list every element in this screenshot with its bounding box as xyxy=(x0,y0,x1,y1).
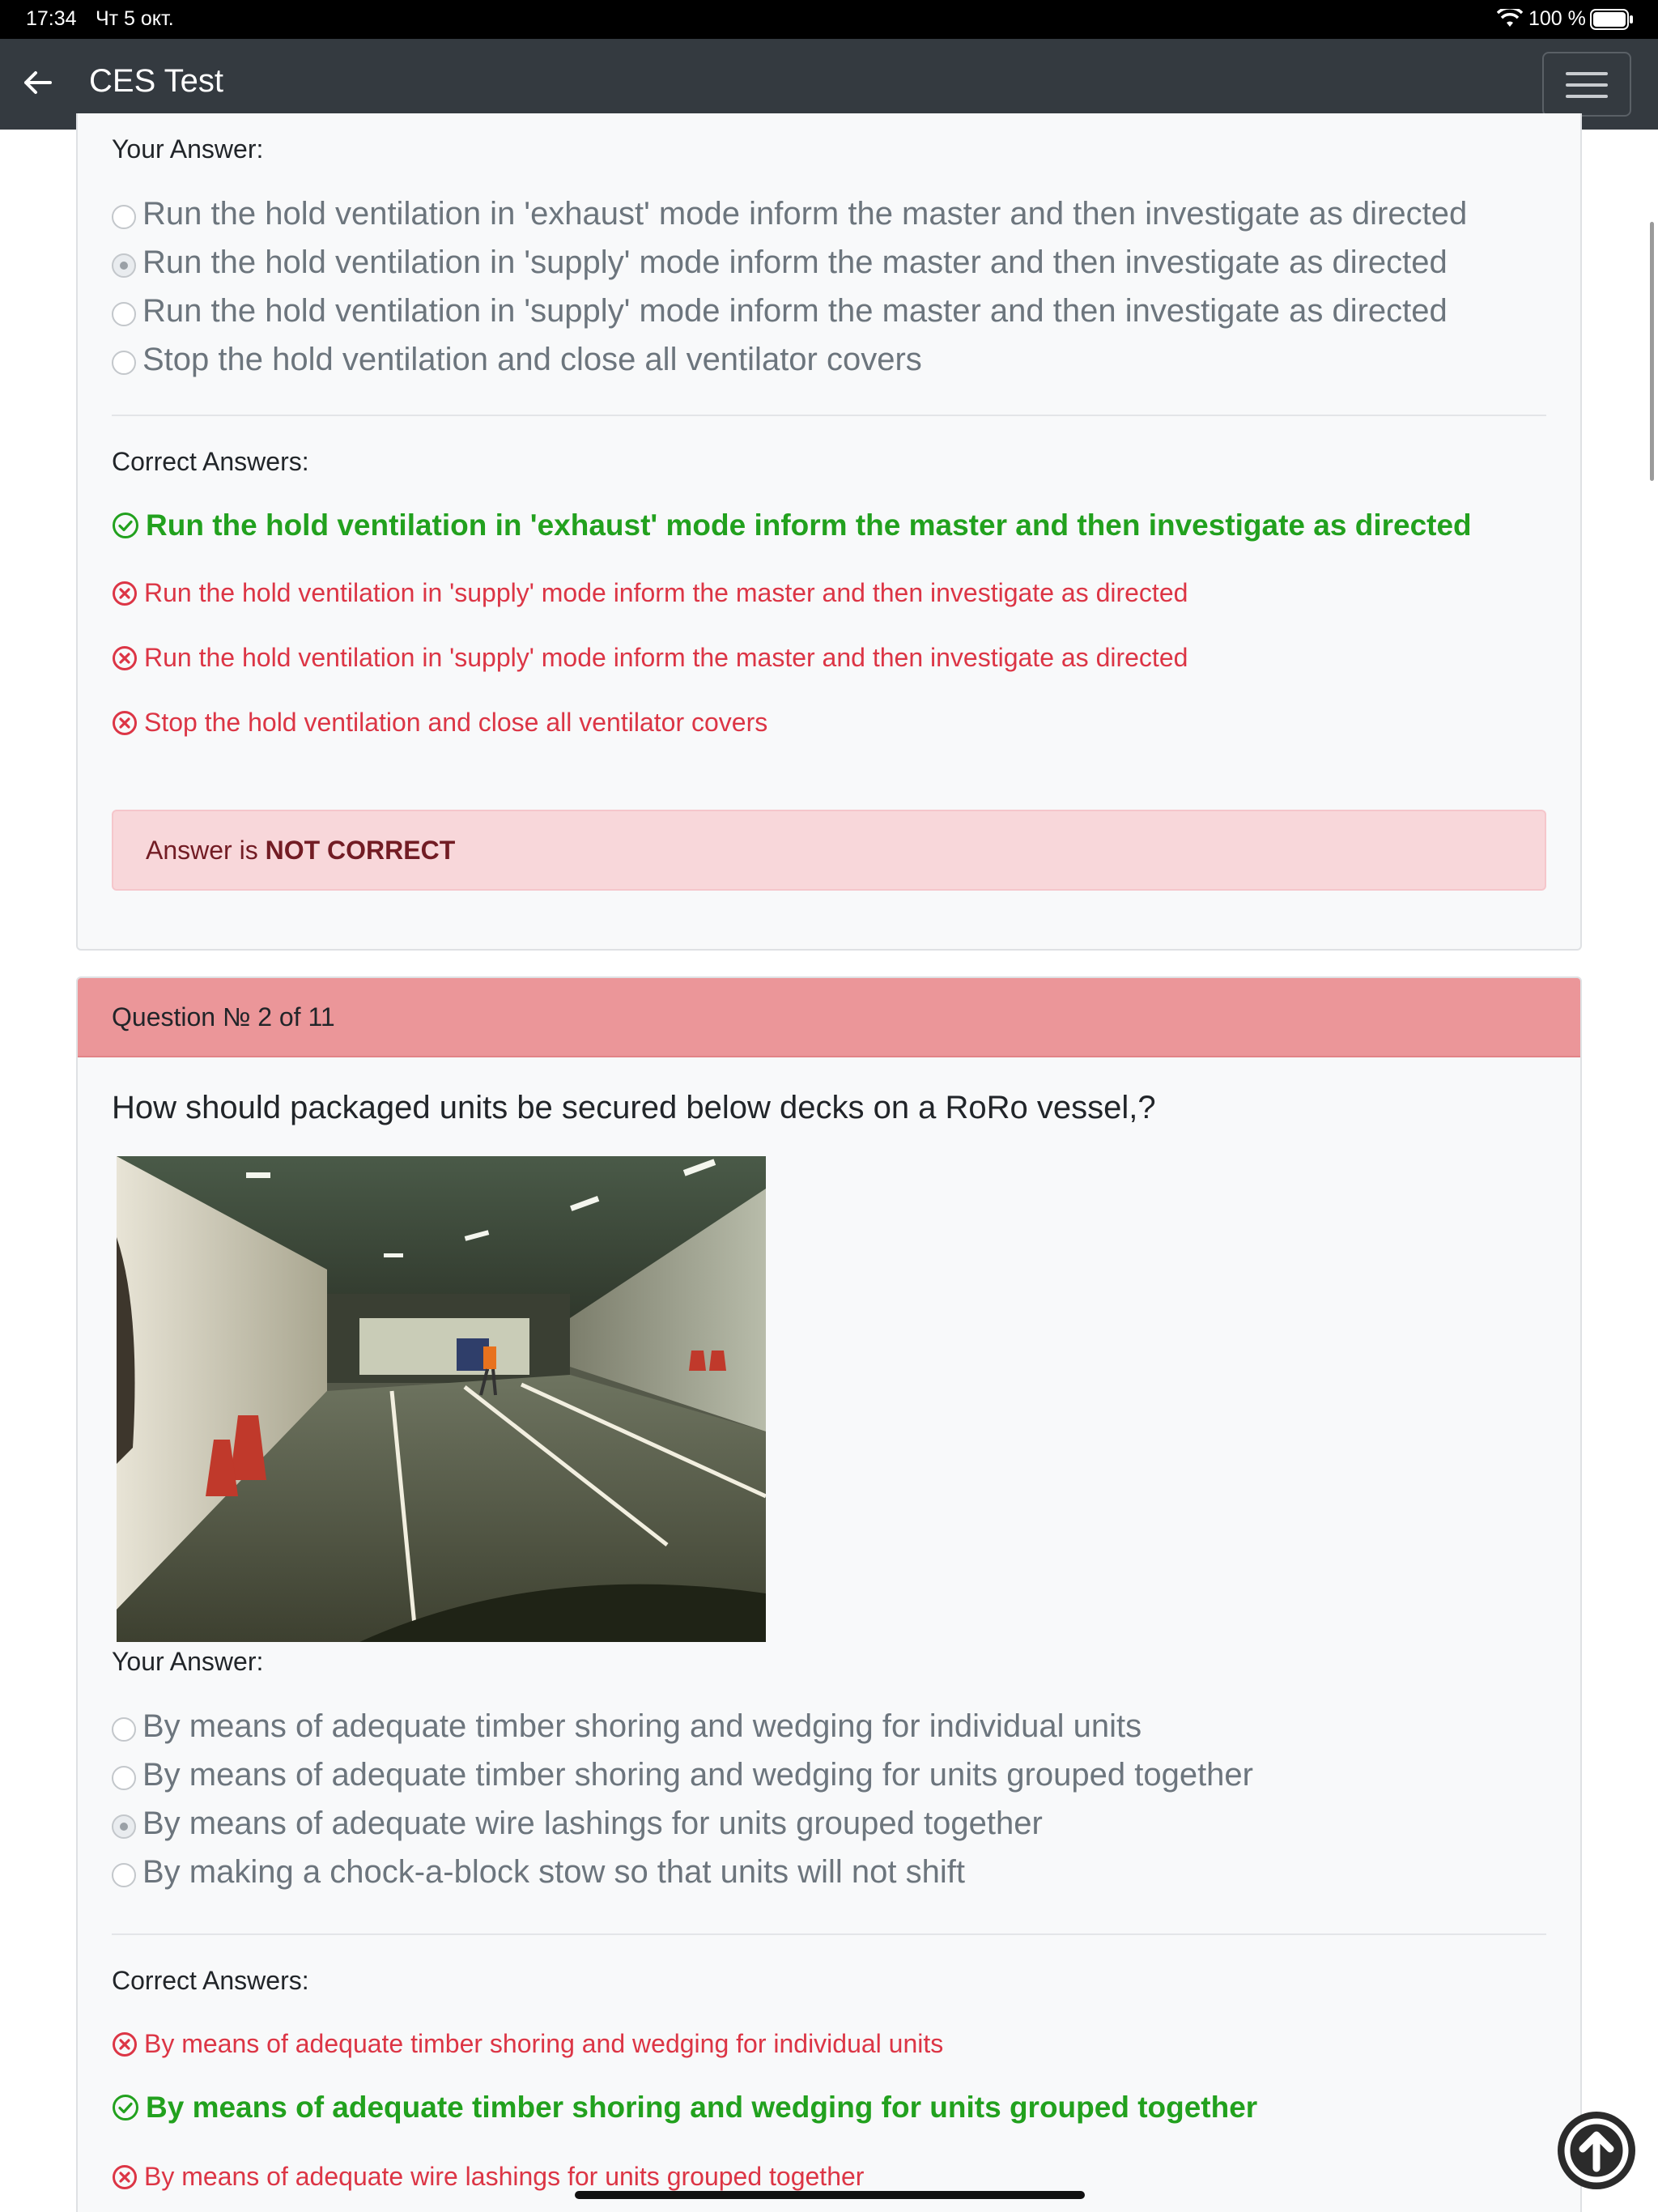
battery-percent: 100 % xyxy=(1528,7,1586,30)
check-circle-icon xyxy=(112,2094,139,2121)
correct-answer-item xyxy=(112,508,1472,542)
wrong-answer-item xyxy=(112,708,767,738)
radio-button-selected[interactable] xyxy=(112,1814,136,1839)
answer-option-text: Run the hold ventilation in 'supply' mode inform the master and then investigate as directed xyxy=(142,245,1448,280)
status-time: 17:34 xyxy=(26,7,77,30)
divider xyxy=(112,1933,1546,1935)
menu-toggle-button[interactable] xyxy=(1542,52,1631,117)
question-image xyxy=(117,1156,766,1642)
wrong-answer-text: Run the hold ventilation in 'supply' mode inform the master and then investigate as directed xyxy=(144,578,1188,607)
question-header xyxy=(78,978,1580,1057)
answer-option[interactable] xyxy=(112,293,1448,330)
answer-option[interactable] xyxy=(112,196,1467,232)
x-circle-icon xyxy=(112,2164,138,2190)
wrong-answer-text: Run the hold ventilation in 'supply' mode inform the master and then investigate as directed xyxy=(144,643,1188,672)
arrow-up-circle-icon xyxy=(1558,2112,1635,2189)
correct-answer-item xyxy=(112,2091,1257,2125)
scrollbar[interactable] xyxy=(1650,222,1654,481)
scroll-to-top-button[interactable] xyxy=(1558,2112,1635,2189)
radio-button[interactable] xyxy=(112,1717,136,1742)
answer-option[interactable] xyxy=(112,1708,1141,1745)
x-circle-icon xyxy=(112,710,138,736)
correct-answer-text: Run the hold ventilation in 'exhaust' mode inform the master and then investigate as directed xyxy=(146,508,1472,542)
result-prefix: Answer is xyxy=(146,836,258,865)
divider xyxy=(112,415,1546,416)
answer-option-text: By making a chock-a-block stow so that units will not shift xyxy=(142,1854,965,1890)
your-answer-label: Your Answer: xyxy=(112,1647,264,1676)
x-circle-icon xyxy=(112,2031,138,2057)
wrong-answer-item xyxy=(112,578,1188,608)
radio-button[interactable] xyxy=(112,205,136,229)
check-circle-icon xyxy=(112,512,139,539)
answer-option-text: Stop the hold ventilation and close all ventilator covers xyxy=(142,342,922,377)
page-title: CES Test xyxy=(89,63,223,99)
back-arrow-icon[interactable] xyxy=(21,70,53,100)
radio-button[interactable] xyxy=(112,1863,136,1887)
your-answer-label: Your Answer: xyxy=(112,134,264,164)
x-circle-icon xyxy=(112,645,138,671)
answer-option-text: Run the hold ventilation in 'supply' mode inform the master and then investigate as directed xyxy=(142,293,1448,329)
status-bar xyxy=(0,0,1658,39)
status-date: Чт 5 окт. xyxy=(96,7,174,30)
wrong-answer-text: By means of adequate timber shoring and wedging for individual units xyxy=(144,2029,944,2058)
battery-icon xyxy=(1590,9,1634,36)
radio-button[interactable] xyxy=(112,351,136,375)
answer-option[interactable] xyxy=(112,1757,1253,1793)
correct-answer-text: By means of adequate timber shoring and wedging for units grouped together xyxy=(146,2091,1258,2124)
wrong-answer-text: By means of adequate wire lashings for units grouped together xyxy=(144,2162,865,2191)
answer-option[interactable] xyxy=(112,1854,965,1891)
radio-button[interactable] xyxy=(112,302,136,326)
question-card-1 xyxy=(76,113,1582,951)
answer-option[interactable] xyxy=(112,342,922,378)
answer-option-text: By means of adequate timber shoring and wedging for units grouped together xyxy=(142,1757,1253,1793)
question-card-2 xyxy=(76,976,1582,2212)
answer-option[interactable] xyxy=(112,1806,1043,1842)
x-circle-icon xyxy=(112,581,138,606)
wrong-answer-item xyxy=(112,2162,864,2192)
home-indicator[interactable] xyxy=(575,2191,1085,2199)
radio-button-selected[interactable] xyxy=(112,253,136,278)
answer-option[interactable] xyxy=(112,245,1448,281)
radio-button[interactable] xyxy=(112,1766,136,1790)
wrong-answer-item xyxy=(112,643,1188,673)
answer-option-text: By means of adequate timber shoring and wedging for individual units xyxy=(142,1708,1142,1744)
wifi-icon xyxy=(1497,9,1523,34)
question-number: Question № 2 of 11 xyxy=(112,1002,335,1032)
wrong-answer-item xyxy=(112,2029,943,2059)
wrong-answer-text: Stop the hold ventilation and close all ventilator covers xyxy=(144,708,768,737)
question-text: How should packaged units be secured below decks on a RoRo vessel,? xyxy=(112,1090,1156,1125)
correct-answers-label: Correct Answers: xyxy=(112,447,309,476)
result-value: NOT CORRECT xyxy=(265,836,456,865)
correct-answers-label: Correct Answers: xyxy=(112,1966,309,1995)
answer-option-text: Run the hold ventilation in 'exhaust' mode inform the master and then investigate as directed xyxy=(142,196,1468,232)
answer-option-text: By means of adequate wire lashings for units grouped together xyxy=(142,1806,1043,1841)
hamburger-icon xyxy=(1566,71,1608,99)
result-alert xyxy=(112,810,1546,891)
